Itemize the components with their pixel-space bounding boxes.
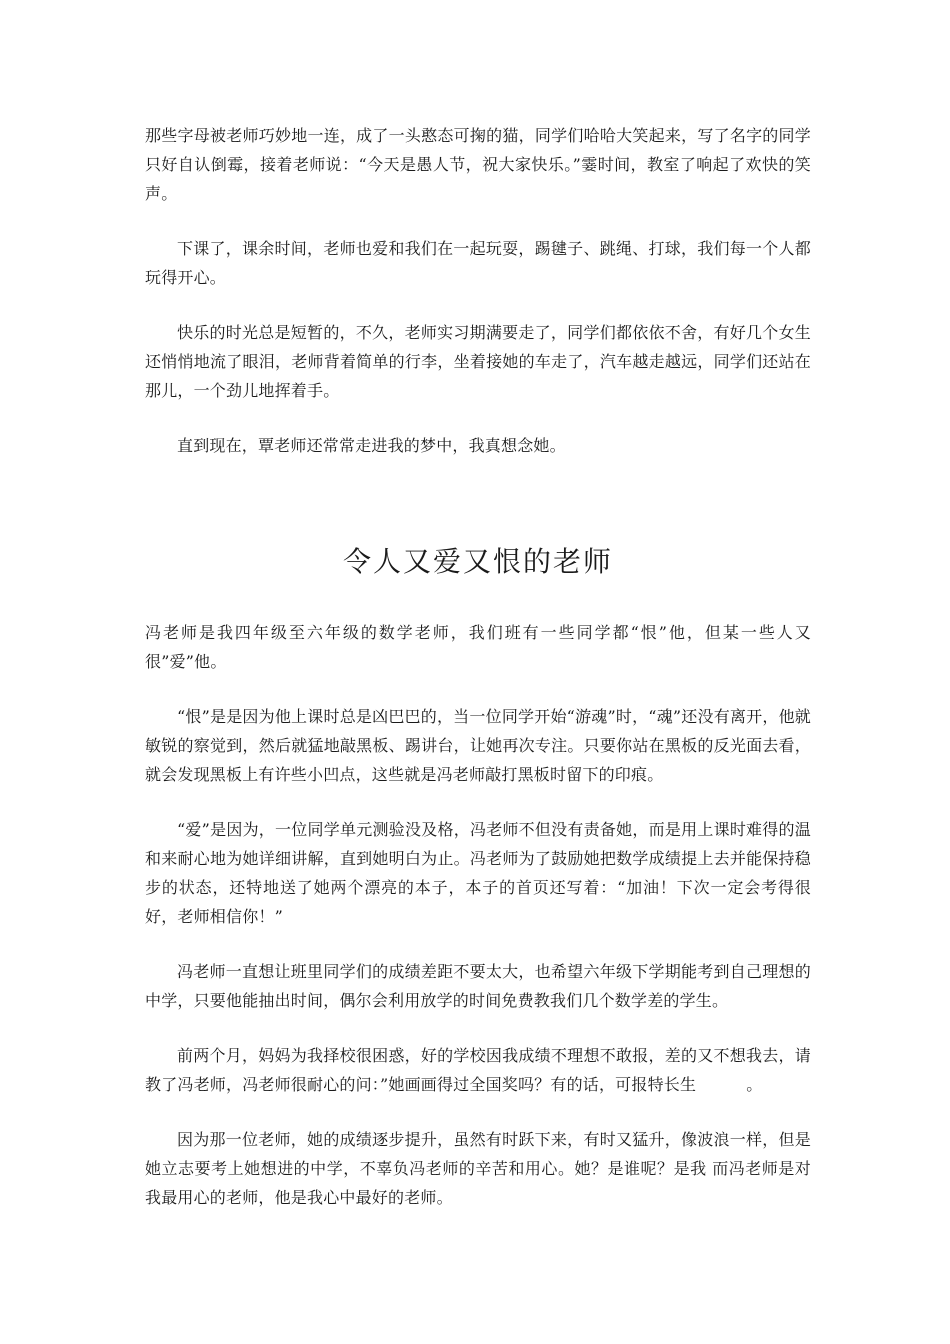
- paragraph: 冯老师是我四年级至六年级的数学老师，我们班有一些同学都“恨”他，但某一些人又很”爱”他。: [145, 623, 811, 671]
- document-page: [145, 121, 811, 1238]
- paragraph: 直到现在，覃老师还常常走进我的梦中，我真想念她。: [177, 436, 566, 455]
- paragraph: [145, 1041, 811, 1099]
- paragraph: 下课了，课余时间，老师也爱和我们在一起玩耍，踢毽子、跳绳、打球，我们每一个人都玩得开心。: [145, 239, 811, 287]
- paragraph: “爱”是因为，一位同学单元测验没及格，冯老师不但没有责备她，而是用上课时难得的温和来耐心地为她详细讲解，直到她明白为止。冯老师为了鼓励她把数学成绩提上去并能保持稳步的状态，还特地送了她两个漂亮的本子，本子的首页还写着：“加油！下次一定会考得很好，老师相信你！”: [145, 820, 811, 926]
- paragraph: 那些字母被老师巧妙地一连，成了一头憨态可掬的猫，同学们哈哈大笑起来，写了名字的同学只好自认倒霉，接着老师说：“今天是愚人节，祝大家快乐。”霎时间，教室了响起了欢快的笑声。: [145, 126, 811, 203]
- paragraph-text: 前两个月，妈妈为我择校很困惑，好的学校因我成绩不理想不敢报，差的又不想我去，请教了冯老师，冯老师很耐心的问：”她画画得过全国奖吗？有的话，可报特长生: [145, 1046, 811, 1094]
- paragraph: 快乐的时光总是短暂的，不久，老师实习期满要走了，同学们都依依不舍，有好几个女生还悄悄地流了眼泪，老师背着简单的行李，坐着接她的车走了，汽车越走越远，同学们还站在那儿，一个劲儿地挥着手。: [145, 323, 811, 400]
- paragraph: 冯老师一直想让班里同学们的成绩差距不要太大，也希望六年级下学期能考到自己理想的中学，只要他能抽出时间，偶尔会利用放学的时间免费教我们几个数学差的学生。: [145, 962, 811, 1010]
- paragraph: “恨”是是因为他上课时总是凶巴巴的，当一位同学开始“游魂”时，“魂”还没有离开，他就敏锐的察觉到，然后就猛地敲黑板、踢讲台，让她再次专注。只要你站在黑板的反光面去看，就会发现黑板上有许些小凹点，这些就是冯老师敲打黑板时留下的印痕。: [145, 707, 811, 784]
- paragraph-end: 。: [746, 1075, 763, 1094]
- paragraph: 因为那一位老师，她的成绩逐步提升，虽然有时跃下来，有时又猛升，像波浪一样，但是她立志要考上她想进的中学，不辜负冯老师的辛苦和用心。她？是谁呢？是我 而冯老师是对我最用心的老师，他是我心中最好的老师。: [145, 1130, 811, 1207]
- section-title: 令人又爱又恨的老师: [342, 545, 613, 578]
